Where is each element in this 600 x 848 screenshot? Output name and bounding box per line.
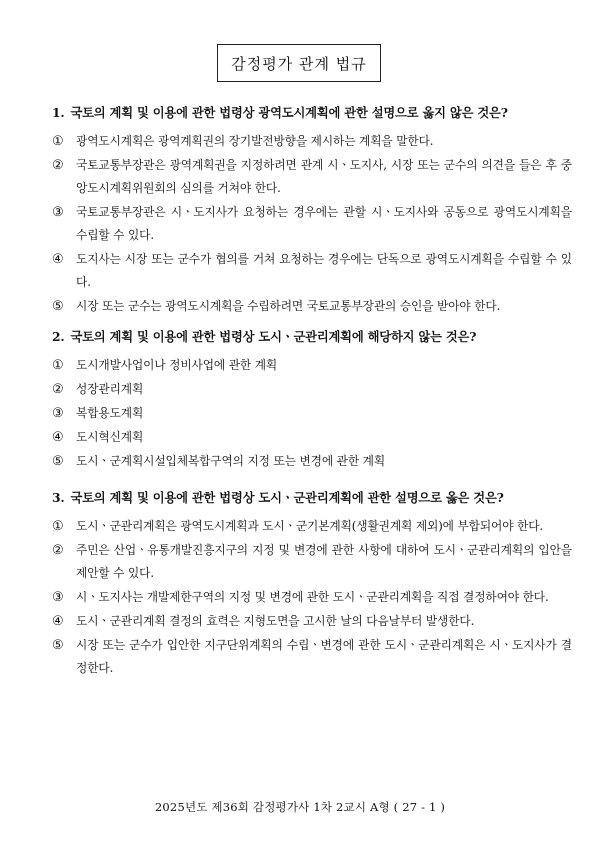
choice-item	[52, 515, 572, 538]
choice-text: 국토교통부장관은 시ㆍ도지사가 요청하는 경우에는 관할 시ㆍ도지사와 공동으로 광역도시계획을 수립할 수 있다.	[76, 205, 572, 242]
choice-item	[52, 201, 572, 247]
choice-marker: ④	[52, 430, 64, 445]
question-1	[52, 103, 572, 319]
choice-marker: ③	[52, 406, 64, 421]
choice-marker: ①	[52, 358, 64, 373]
choice-marker: ④	[52, 252, 64, 267]
choice-marker: ④	[52, 614, 64, 629]
choice-item	[52, 354, 572, 377]
choice-item	[52, 634, 572, 680]
choice-text: 시ㆍ도지사는 개발제한구역의 지정 및 변경에 관한 도시ㆍ군관리계획을 직접 결정하여야 한다.	[76, 590, 549, 604]
question-number: 2.	[52, 329, 65, 344]
choice-item	[52, 426, 572, 449]
choice-item	[52, 130, 572, 153]
question-stem	[52, 327, 572, 345]
choice-marker: ①	[52, 519, 64, 534]
question-3	[52, 488, 572, 681]
choice-marker: ③	[52, 205, 64, 220]
exam-title: 감정평가 관계 법규	[217, 44, 381, 82]
choice-text: 도지사는 시장 또는 군수가 협의를 거쳐 요청하는 경우에는 단독으로 광역도시계획을 수립할 수 있다.	[76, 252, 572, 289]
choice-item	[52, 154, 572, 200]
choice-item	[52, 450, 572, 473]
choice-marker: ①	[52, 134, 64, 149]
page-footer: 2025년도 제36회 감정평가사 1차 2교시 A형 ( 27 - 1 )	[154, 800, 446, 814]
question-text: 국토의 계획 및 이용에 관한 법령상 광역도시계획에 관한 설명으로 옳지 않은 것은?	[70, 105, 508, 120]
choice-text: 국토교통부장관은 광역계획권을 지정하려면 관계 시ㆍ도지사, 시장 또는 군수의 의견을 들은 후 중앙도시계획위원회의 심의를 거쳐야 한다.	[76, 158, 572, 195]
question-stem	[52, 488, 572, 506]
question-number: 1.	[52, 105, 65, 120]
choice-item	[52, 378, 572, 401]
choice-text: 도시ㆍ군관리계획 결정의 효력은 지형도면을 고시한 날의 다음날부터 발생한다.	[76, 614, 475, 628]
choice-marker: ③	[52, 590, 64, 605]
choice-marker: ⑤	[52, 638, 64, 653]
choice-marker: ②	[52, 158, 64, 173]
choice-text: 성장관리계획	[76, 382, 144, 396]
choice-text: 복합용도계획	[76, 406, 144, 420]
choice-marker: ②	[52, 382, 64, 397]
choice-text: 시장 또는 군수는 광역도시계획을 수립하려면 국토교통부장관의 승인을 받아야 한다.	[76, 299, 501, 313]
choice-text: 도시혁신계획	[76, 430, 144, 444]
choice-item	[52, 248, 572, 294]
question-number: 3.	[52, 490, 65, 505]
question-text: 국토의 계획 및 이용에 관한 법령상 도시ㆍ군관리계획에 관한 설명으로 옳은 것은?	[70, 490, 504, 505]
choice-item	[52, 586, 572, 609]
choice-marker: ⑤	[52, 299, 64, 314]
choice-marker: ⑤	[52, 454, 64, 469]
question-text: 국토의 계획 및 이용에 관한 법령상 도시ㆍ군관리계획에 해당하지 않는 것은?	[70, 329, 477, 344]
choice-text: 도시개발사업이나 정비사업에 관한 계획	[76, 358, 278, 372]
choice-text: 도시ㆍ군계획시설입체복합구역의 지정 또는 변경에 관한 계획	[76, 454, 386, 468]
choice-text: 주민은 산업ㆍ유통개발진흥지구의 지정 및 변경에 관한 사항에 대하여 도시ㆍ군관리계획의 입안을 제안할 수 있다.	[76, 543, 572, 580]
question-stem	[52, 103, 572, 121]
choice-text: 시장 또는 군수가 입안한 지구단위계획의 수립ㆍ변경에 관한 도시ㆍ군관리계획은 시ㆍ도지사가 결정한다.	[76, 638, 572, 675]
choice-text: 도시ㆍ군관리계획은 광역도시계획과 도시ㆍ군기본계획(생활권계획 제외)에 부합되어야 한다.	[76, 519, 544, 533]
choice-item	[52, 610, 572, 633]
choice-marker: ②	[52, 543, 64, 558]
choice-item	[52, 402, 572, 425]
question-2	[52, 327, 572, 474]
choice-text: 광역도시계획은 광역계획권의 장기발전방향을 제시하는 계획을 말한다.	[76, 134, 434, 148]
choice-item	[52, 539, 572, 585]
choice-item	[52, 295, 572, 318]
